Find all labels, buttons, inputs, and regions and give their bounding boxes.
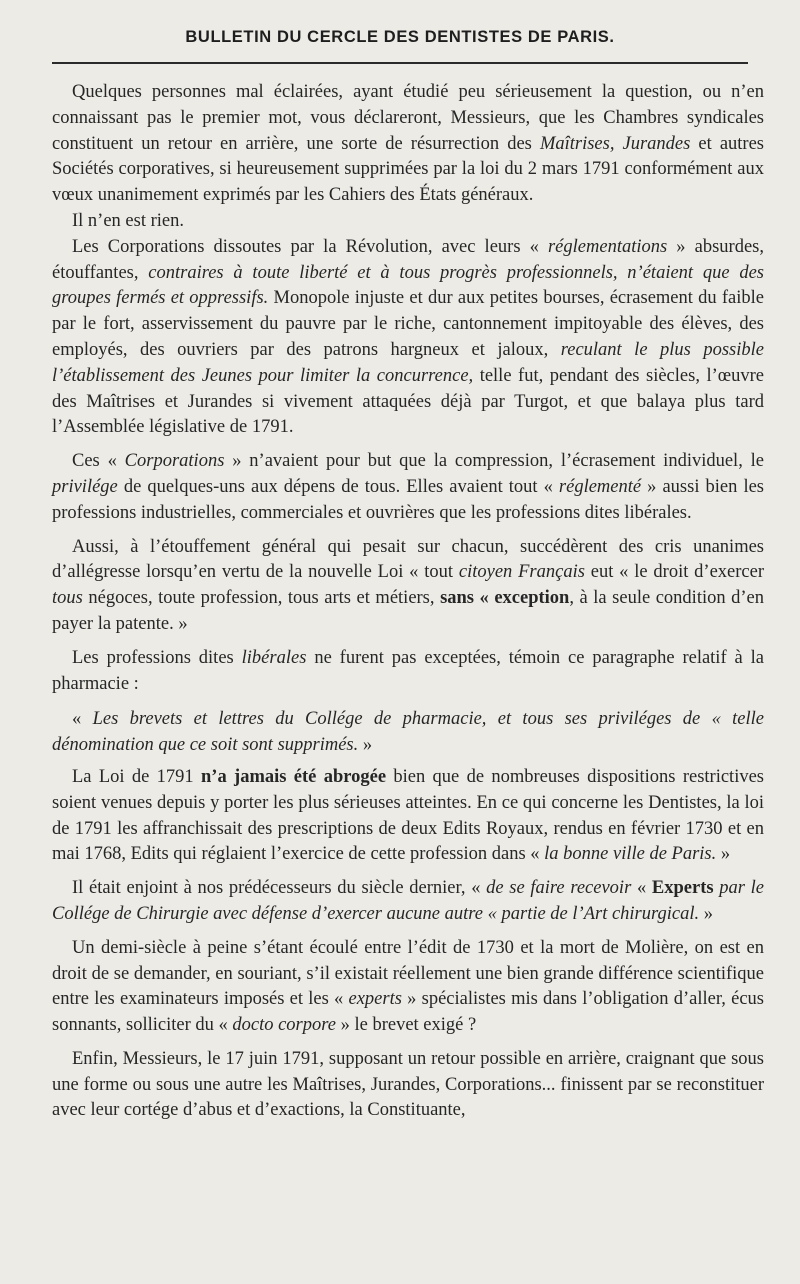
- text-run: «: [72, 709, 93, 730]
- text-run: Les Corporations dissoutes par la Révolution, avec leurs «: [72, 236, 548, 257]
- text-run: ne furent pas exceptées, témoin ce paragraphe relatif à la pharmacie :: [52, 647, 764, 694]
- paragraph: [52, 765, 764, 868]
- bold-run: n’a jamais été abrogée: [201, 766, 387, 787]
- text-run: Un demi-siècle à peine s’étant écoulé entre l’édit de 1730 et la mort de Molière, on est en droit de se demander, en souriant, s’il existait réellement une bien grande différence scientifique entre les examinateurs imposés et les «: [52, 937, 764, 1010]
- text-run: Il n’en est rien.: [72, 210, 184, 231]
- italic-run: citoyen Français: [458, 562, 585, 583]
- text-run: eut « le droit d’exercer: [584, 562, 765, 583]
- text-run: » aussi bien les professions industrielles, commerciales et ouvrières que les professions dites libérales.: [52, 476, 764, 523]
- paragraph: [52, 646, 764, 698]
- text-run: » spécialistes mis dans l’obligation d’aller, écus sonnants, solliciter du «: [52, 989, 764, 1036]
- paragraph: [52, 449, 764, 526]
- header-rule: [52, 62, 748, 64]
- text-run: » n’avaient pour but que la compression, l’écrasement individuel, le: [224, 451, 765, 472]
- italic-run: Maîtrises, Jurandes: [539, 133, 691, 154]
- italic-run: Corporations: [124, 451, 225, 472]
- paragraph: [52, 80, 764, 209]
- text-run: Il était enjoint à nos prédécesseurs du siècle dernier, «: [72, 878, 487, 899]
- text-run: «: [631, 878, 652, 899]
- paragraph: [52, 936, 764, 1039]
- italic-run: tous: [52, 588, 83, 609]
- text-run: telle fut, pendant des siècles, l’œuvre des Maîtrises et Jurandes si vivement attaquées déjà par Turgot, et que balaya plus tard l’Assemblée législative de 1791.: [52, 365, 764, 438]
- italic-run: privilége: [52, 476, 118, 497]
- text-run: Quelques personnes mal éclairées, ayant étudié peu sérieusement la question, ou n’en connaissant pas le premier mot, vous déclareront, Messieurs, que les Chambres syndicales constituent un retour en arrière, une sorte de résurrection des: [52, 82, 764, 154]
- paragraph: [52, 535, 764, 638]
- italic-run: la bonne ville de Paris.: [544, 844, 717, 865]
- italic-run: par le Collége de Chirurgie avec défense d’exercer aucune autre « partie de l’Art chirurgical.: [52, 878, 765, 924]
- italic-run: libérales: [241, 647, 307, 668]
- italic-run: Les brevets et lettres du Collége de pharmacie, et tous ses priviléges de « telle dénomination que ce soit sont supprimés.: [52, 709, 764, 756]
- italic-run: docto corpore: [232, 1015, 336, 1036]
- text-run: »: [716, 844, 731, 865]
- italic-run: experts: [348, 989, 402, 1010]
- text-run: » absurdes, étouffantes,: [52, 236, 764, 283]
- text-run: Aussi, à l’étouffement général qui pesait sur chacun, succédèrent des cris unanimes d’allégresse lorsqu’en vertu de la nouvelle Loi « tout: [52, 536, 764, 583]
- paragraph: [52, 1047, 764, 1124]
- text-run: Ces «: [72, 451, 125, 472]
- text-run: Les professions dites: [72, 647, 242, 668]
- running-header: BULLETIN DU CERCLE DES DENTISTES DE PARIS.: [185, 28, 615, 46]
- text-run: La Loi de 1791: [72, 766, 201, 787]
- text-run: Monopole injuste et dur aux petites bourses, écrasement du faible par le fort, asservissement du pauvre par le riche, cantonnement impitoyable des élèves, des employés, des ouvriers par des patrons hargneux et jaloux,: [52, 288, 764, 360]
- italic-run: réglementations: [547, 236, 668, 257]
- italic-run: réglementé: [558, 476, 642, 497]
- italic-run: reculant le plus possible l’établissement des Jeunes pour limiter la concurrence,: [52, 339, 764, 386]
- italic-run: contraires à toute liberté et à tous progrès professionnels, n’étaient que des groupes fermés et oppressifs.: [52, 262, 764, 309]
- text-run: bien que de nombreuses dispositions restrictives soient venues depuis y porter les plus sérieuses atteintes. En ce qui concerne les Dentistes, la loi de 1791 les affranchissait des prescriptions de deux Edits Royaux, rendus en février 1730 et en mai 1768, Edits qui réglaient l’exercice de cette profession dans «: [52, 766, 764, 865]
- paragraph: [52, 209, 764, 235]
- article-body: [52, 80, 764, 1124]
- paragraph: [52, 235, 764, 441]
- text-run: et autres Sociétés corporatives, si heureusement supprimées par la loi du 2 mars 1791 conformément aux vœux unanimement exprimés par les Cahiers des États généraux.: [52, 133, 764, 206]
- text-run: , à la seule condition d’en payer la patente. »: [52, 588, 765, 634]
- italic-run: de se faire recevoir: [486, 878, 632, 899]
- paragraph: [52, 876, 764, 928]
- bold-run: sans « exception: [440, 588, 570, 609]
- text-run: négoces, toute profession, tous arts et métiers,: [82, 588, 441, 609]
- text-run: de quelques-uns aux dépens de tous. Elles avaient tout «: [117, 476, 559, 497]
- text-run: »: [699, 903, 714, 924]
- text-run: Enfin, Messieurs, le 17 juin 1791, supposant un retour possible en arrière, craignant que sous une forme ou sous une autre les Maîtrises, Jurandes, Corporations... finissent par se reconstituer avec leur cortége d’abus et d’exactions, la Constituante,: [52, 1048, 764, 1121]
- quoted-paragraph: [52, 707, 764, 759]
- text-run: »: [358, 735, 373, 756]
- bold-run: Experts: [651, 878, 714, 899]
- text-run: » le brevet exigé ?: [335, 1015, 477, 1036]
